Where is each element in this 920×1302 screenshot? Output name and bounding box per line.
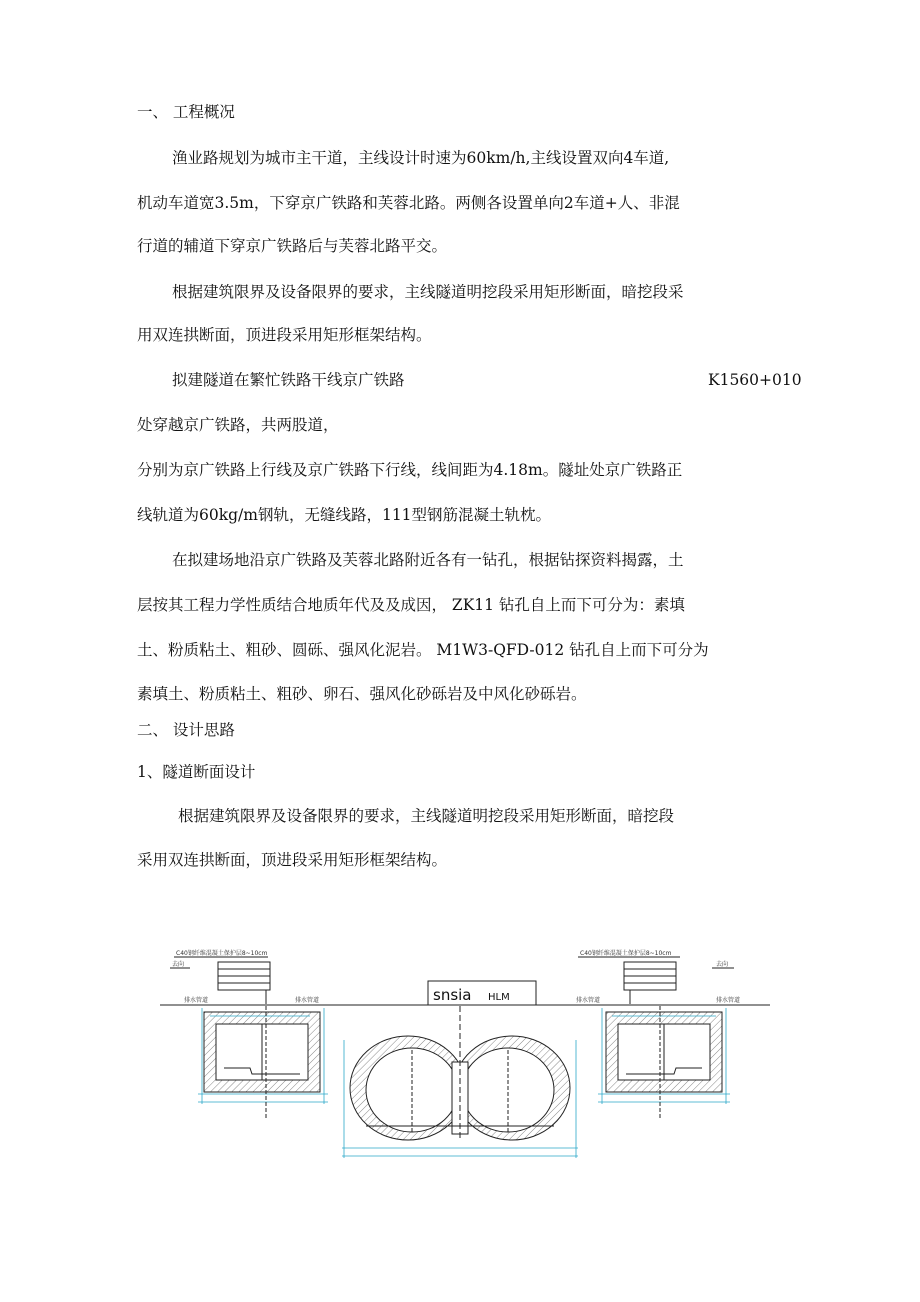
paragraph-line: 根据建筑限界及设备限界的要求，主线隧道明挖段采用矩形断面，暗挖段采 xyxy=(172,283,684,301)
paragraph-line: 线轨道为60kg/m钢轨，无缝线路，111型钢筋混凝土轨枕。 xyxy=(137,506,552,524)
title-box-text: snsia xyxy=(433,986,472,1004)
drain-label-left: 排水管道 xyxy=(184,997,209,1004)
paragraph-line: 拟建隧道在繁忙铁路干线京广铁路 xyxy=(172,371,405,389)
section-heading-overview: 一、 工程概况 xyxy=(137,103,235,121)
right-direction-label: 去向 xyxy=(716,961,729,968)
paragraph-line: 用双连拱断面，顶进段采用矩形框架结构。 xyxy=(137,326,432,344)
paragraph-line: 采用双连拱断面，顶进段采用矩形框架结构。 xyxy=(137,851,448,869)
paragraph-line: 渔业路规划为城市主干道，主线设计时速为60km/h,主线设置双向4车道, xyxy=(172,149,670,167)
mileage-text: K1560+010 xyxy=(708,371,802,389)
paragraph-line: 分别为京广铁路上行线及京广铁路下行线，线间距为4.18m。隧址处京广铁路正 xyxy=(137,461,683,479)
right-box-tunnel xyxy=(598,1006,730,1120)
paragraph-line: 机动车道宽3.5m，下穿京广铁路和芙蓉北路。两侧各设置单向2车道+人、非混 xyxy=(137,194,680,212)
paragraph-line: 素填土、粉质粘土、粗砂、卵石、强风化砂砾岩及中风化砂砾岩。 xyxy=(137,685,587,703)
subsection-heading: 1、隧道断面设计 xyxy=(137,763,256,781)
paragraph-line: 根据建筑限界及设备限界的要求，主线隧道明挖段采用矩形断面，暗挖段 xyxy=(178,807,675,825)
paragraph-line: 土、粉质粘土、粗砂、圆砾、强风化泥岩。 M1W3-QFD-012 钻孔自上而下可分为 xyxy=(137,641,709,659)
left-top-label: C40钢纤维混凝土保护层8~10cm xyxy=(176,950,268,957)
drain-label-mid-right: 排水管道 xyxy=(576,997,601,1004)
drain-label-mid-left: 排水管道 xyxy=(295,997,320,1004)
double-arch-tunnel xyxy=(342,1006,578,1158)
title-box-suffix: HLM xyxy=(488,992,510,1003)
paragraph-line: 层按其工程力学性质结合地质年代及及成因， ZK11 钻孔自上而下可分为：素填 xyxy=(137,596,685,614)
left-box-tunnel xyxy=(198,1006,328,1120)
section-heading-design: 二、 设计思路 xyxy=(137,721,235,739)
right-top-label: C40钢纤维混凝土保护层8~10cm xyxy=(580,950,672,957)
drain-label-right: 排水管道 xyxy=(716,997,741,1004)
left-direction-label: 去向 xyxy=(172,961,185,968)
tunnel-cross-section-figure xyxy=(160,944,770,1170)
paragraph-line: 在拟建场地沿京广铁路及芙蓉北路附近各有一钻孔，根据钻探资料揭露，土 xyxy=(172,551,684,569)
paragraph-line: 行道的辅道下穿京广铁路后与芙蓉北路平交。 xyxy=(137,237,448,255)
paragraph-line: 处穿越京广铁路，共两股道， xyxy=(137,416,339,434)
